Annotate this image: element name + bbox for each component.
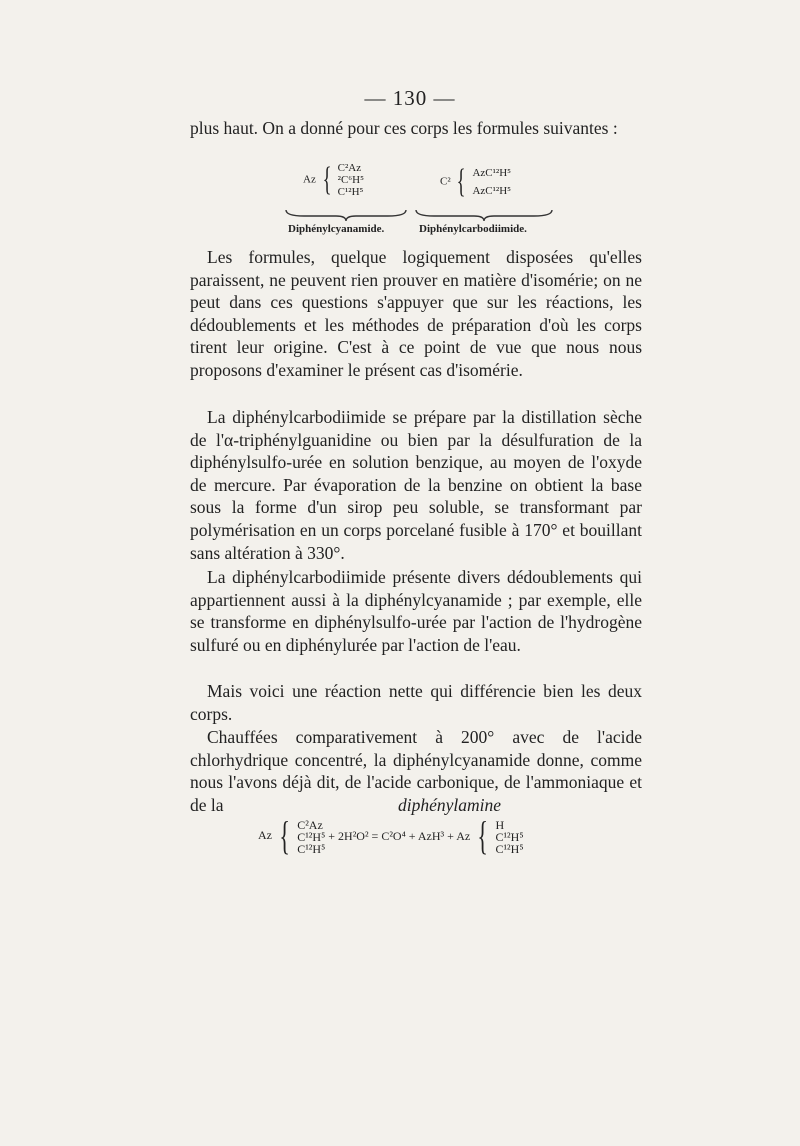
formula-line: C¹²H⁵ (297, 830, 326, 844)
formula-lead: Az (303, 173, 316, 186)
equation-middle: + 2H²O² = C²O⁴ + AzH³ + Az (328, 829, 471, 843)
paragraph: La diphénylcarbodiimide se prépare par la distillation sèche de l'α-triphénylguanidine ou bien par la désulfuration de la diphénylsulfo-urée en solution benzique, au moyen de l'oxyde de mercure. Par évaporation de la benzine on obtient la base sous la forme d'un sirop peu soluble, se transformant par polymérisation en un corps porcelané fusible à 170° et bouillant sans altération à 330°. (190, 407, 642, 563)
formula-line: C¹²H⁵ (337, 186, 364, 198)
left-brace-icon: { (279, 813, 290, 858)
emphasized-word: diphénylamine (398, 795, 502, 815)
formula-lead: C² (440, 175, 451, 188)
formula-line: AzC¹²H⁵ (472, 185, 512, 197)
formula-stack (495, 818, 523, 854)
paragraph: La diphénylcarbodiimide présente divers dédoublements qui appartiennent aussi à la diphénylcyanamide ; par exemple, elle se transforme en diphénylsulfo-urée par l'action de l'hydrogène sulfuré ou en diphénylurée par l'action de l'eau. (190, 567, 642, 655)
page-number: — 130 — (364, 86, 456, 110)
underbrace-icon (284, 208, 408, 222)
cyanamide-caption: Diphénylcyanamide. (288, 223, 385, 235)
carbodiimide-caption: Diphénylcarbodiimide. (419, 223, 527, 235)
paragraph: Mais voici une réaction nette qui différencie bien les deux corps. (190, 681, 642, 724)
left-brace-icon: { (457, 163, 467, 200)
left-brace-icon: { (477, 813, 489, 858)
underbrace-icon (414, 208, 554, 222)
formula-stack (472, 167, 511, 197)
carbodiimide-formula (440, 165, 511, 199)
show-through-text (540, 140, 780, 200)
formula-line: H (495, 818, 505, 832)
formula-line: ²C⁶H⁵ (337, 174, 364, 186)
formula-line: C¹²H⁵ (495, 830, 524, 844)
formula-stack (338, 162, 364, 198)
left-brace-icon: { (322, 161, 332, 198)
formula-line: C¹²H⁵ (297, 842, 326, 856)
formula-line: AzC¹²H⁵ (472, 167, 512, 179)
formula-line: C¹²H⁵ (495, 842, 524, 856)
paragraph: Les formules, quelque logiquement disposées qu'elles paraissent, ne peuvent rien prouver en matière d'isomérie; on ne peut dans ces questions s'appuyer que sur les réactions, les dédoublements et les méthodes de préparation d'où les corps tirent leur origine. C'est à ce point de vue que nous nous proposons d'examiner le présent cas d'isomérie. (190, 247, 642, 380)
formula-line: C²Az (337, 162, 362, 174)
intro-paragraph: plus haut. On a donné pour ces corps les formules suivantes : (190, 118, 618, 138)
cyanamide-formula (303, 162, 364, 198)
reaction-equation (258, 813, 524, 858)
formula-lead: Az (258, 827, 272, 842)
paragraph: Chauffées comparativement à 200° avec de l'acide chlorhydrique concentré, la diphénylcyanamide donne, comme nous l'avons déjà dit, de l'acide carbonique, de l'ammoniaque et de la (190, 727, 642, 815)
formula-line: C²Az (297, 818, 323, 832)
formula-stack (297, 818, 325, 854)
